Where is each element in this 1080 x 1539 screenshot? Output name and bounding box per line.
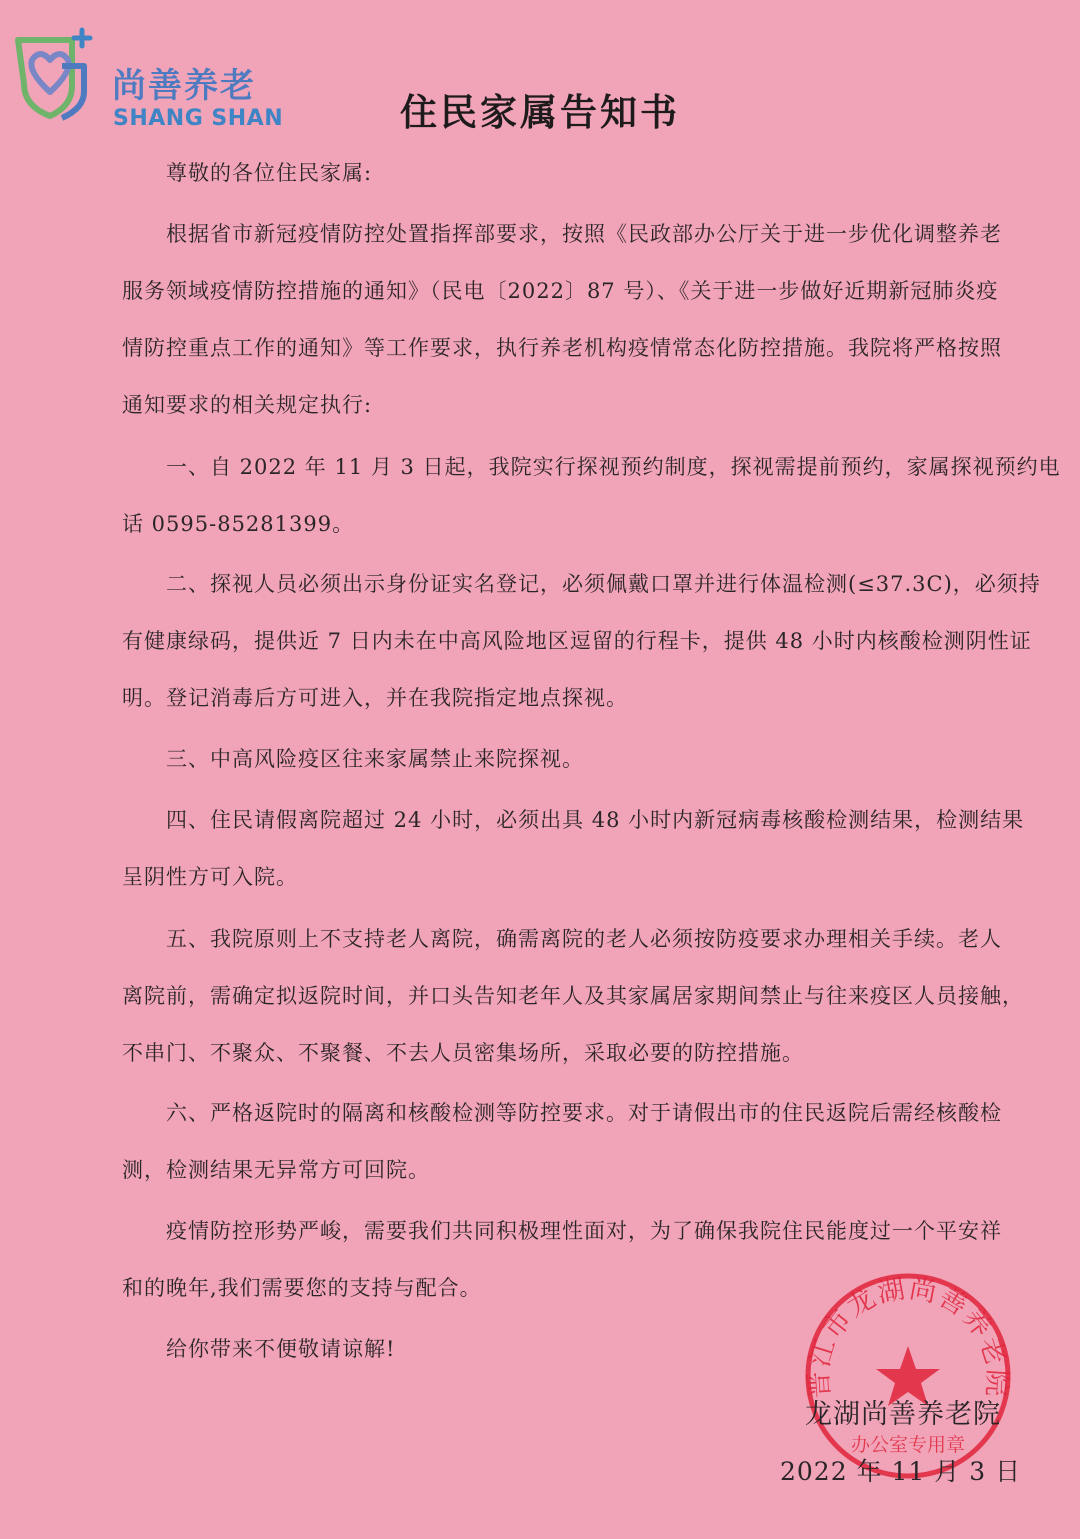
paragraph-line: 给你带来不便敬请谅解! — [166, 1337, 396, 1361]
paragraph-line: 离院前，需确定拟返院时间，并口头告知老年人及其家属居家期间禁止与往来疫区人员接触， — [122, 984, 1024, 1008]
paragraph-line: 情防控重点工作的通知》等工作要求，执行养老机构疫情常态化防控措施。我院将严格按照 — [122, 336, 1002, 360]
paragraph-line: 有健康绿码，提供近 7 日内未在中高风险地区逗留的行程卡，提供 48 小时内核酸检测阴性证 — [122, 629, 1032, 653]
paragraph-line: 通知要求的相关规定执行: — [122, 393, 373, 417]
paragraph-line: 疫情防控形势严峻，需要我们共同积极理性面对，为了确保我院住民能度过一个平安祥 — [166, 1219, 1002, 1243]
paragraph-line: 呈阴性方可入院。 — [122, 865, 298, 889]
paragraph-line: 根据省市新冠疫情防控处置指挥部要求，按照《民政部办公厅关于进一步优化调整养老 — [166, 222, 1002, 246]
paragraph-line: 二、探视人员必须出示身份证实名登记，必须佩戴口罩并进行体温检测(≤37.3C)，必须持 — [166, 572, 1041, 596]
paragraph-line: 不串门、不聚众、不聚餐、不去人员密集场所，采取必要的防控措施。 — [122, 1041, 804, 1065]
paragraph-line: 测，检测结果无异常方可回院。 — [122, 1158, 430, 1182]
logo-name-en: SHANG SHAN — [113, 106, 284, 131]
paragraph-line: 三、中高风险疫区往来家属禁止来院探视。 — [166, 747, 584, 771]
paragraph-line: 服务领域疫情防控措施的通知》（民电〔2022〕87 号）、《关于进一步做好近期新冠肺炎疫 — [122, 279, 999, 303]
svg-text:晋江市龙湖尚善养老院: 晋江市龙湖尚善养老院 — [803, 1273, 1013, 1400]
paragraph-line: 和的晚年,我们需要您的支持与配合。 — [122, 1276, 482, 1300]
signature-date: 2022 年 11 月 3 日 — [780, 1457, 1022, 1486]
page-title: 住民家属告知书 — [400, 90, 680, 134]
svg-text:办公室专用章: 办公室专用章 — [850, 1434, 966, 1456]
signature-organization: 龙湖尚善养老院 — [805, 1399, 1001, 1430]
paragraph-line: 四、住民请假离院超过 24 小时，必须出具 48 小时内新冠病毒核酸检测结果，检测结果 — [166, 808, 1025, 832]
paragraph-line: 一、自 2022 年 11 月 3 日起，我院实行探视预约制度，探视需提前预约，家属探视预约电 — [166, 455, 1061, 479]
logo-name-cn: 尚善养老 — [112, 66, 256, 106]
salutation: 尊敬的各位住民家属: — [166, 161, 373, 185]
paragraph-line: 六、严格返院时的隔离和核酸检测等防控要求。对于请假出市的住民返院后需经核酸检 — [166, 1101, 1002, 1125]
paragraph-line: 五、我院原则上不支持老人离院，确需离院的老人必须按防疫要求办理相关手续。老人 — [166, 927, 1002, 951]
paragraph-line: 明。登记消毒后方可进入，并在我院指定地点探视。 — [122, 686, 628, 710]
paragraph-line: 话 0595-85281399。 — [122, 512, 355, 536]
